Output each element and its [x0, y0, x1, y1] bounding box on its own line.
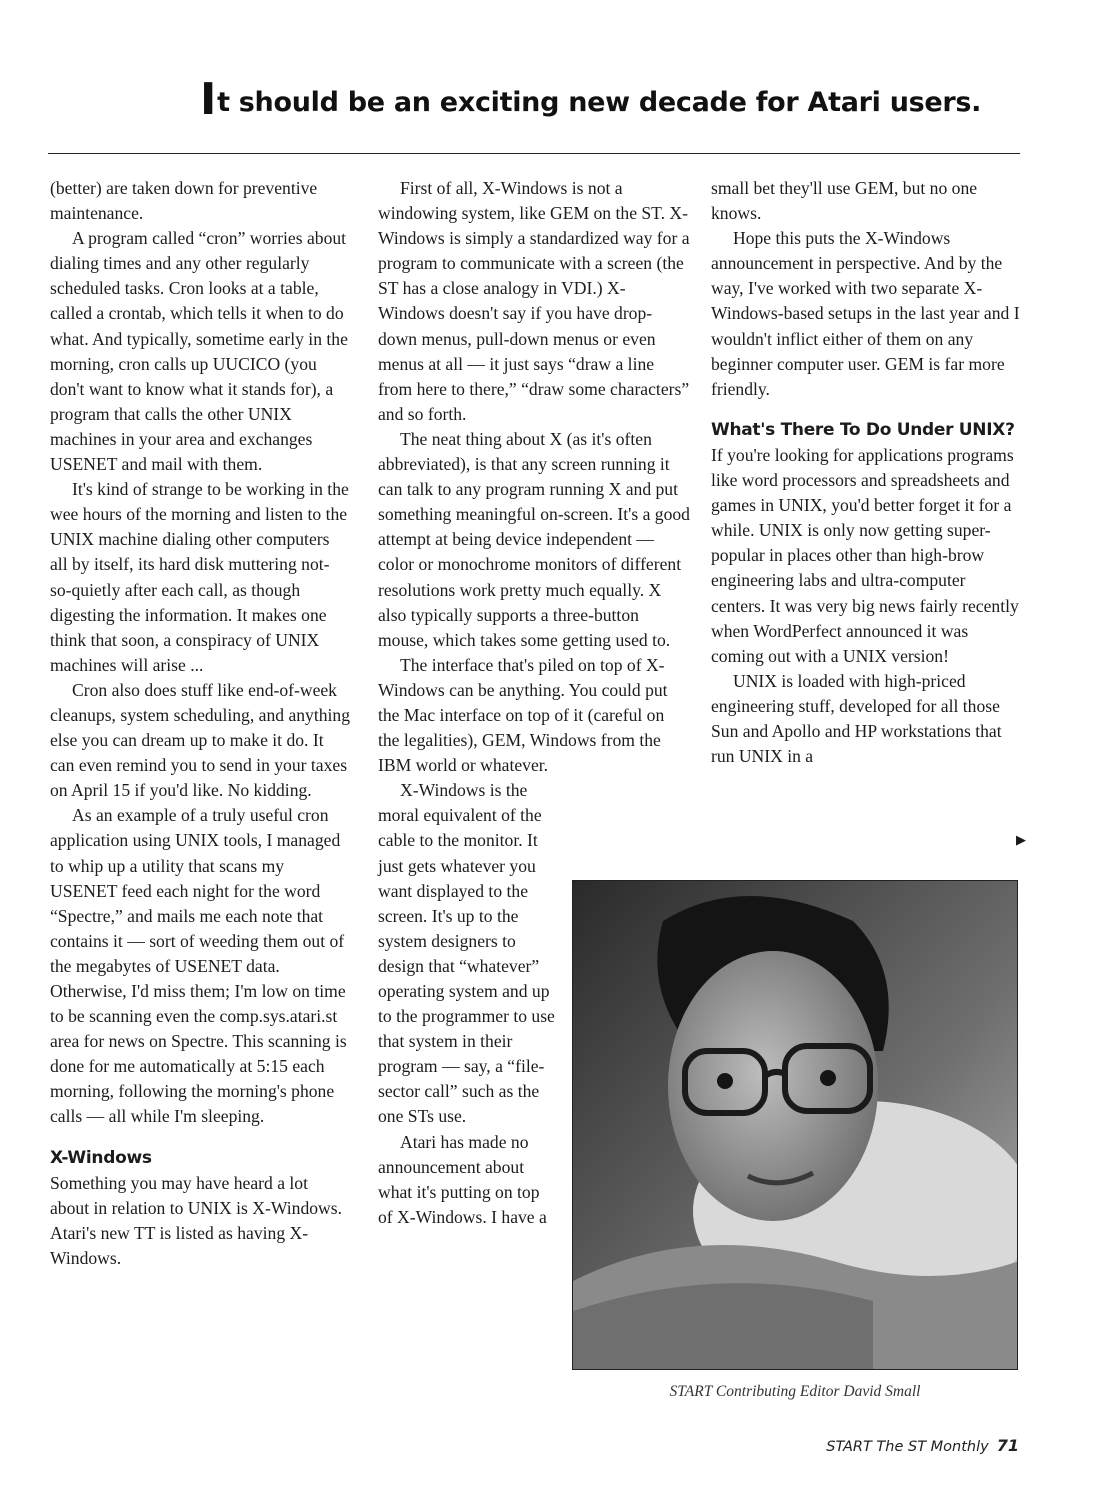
paragraph: Hope this puts the X-Windows announcement in perspective. And by the way, I've worked with two separate X-Windows-based setups in the last year and I wouldn't inflict either of them on any beginner computer user. GEM is far more friendly.	[711, 228, 1020, 399]
headline-text: t should be an exciting new decade for Atari users.	[217, 87, 982, 118]
paragraph: It's kind of strange to be working in the wee hours of the morning and listen to the UNIX machine dialing other computers all by itself, its hard disk muttering not-so-quietly after each call, as though digesting the information. It makes one think that soon, a conspiracy of UNIX machines will arise ...	[50, 479, 349, 675]
magazine-name: START The ST Monthly	[826, 1439, 989, 1455]
paragraph: X-Windows is the moral equivalent of the cable to the monitor. It just gets whatever you want displayed to the screen. It's up to the system designers to design that “whatever” operating system and up to the programmer to use that system in their program — say, a “file-sector call” such as the one STs use.	[378, 780, 555, 1127]
paragraph: (better) are taken down for preventive maintenance.	[50, 178, 318, 224]
paragraph: UNIX is loaded with high-priced engineering stuff, developed for all those Sun and Apollo and HP workstations that run UNIX in a	[711, 670, 1002, 767]
continue-arrow-icon: ▶	[1016, 833, 1026, 848]
paragraph: First of all, X-Windows is not a windowing system, like GEM on the ST. X-Windows is simply a standardized way for a program to communicate with a screen (the ST has a close analogy in VDI.) X-Windows doesn't say if you have drop-down menus, pull-down menus or even menus at all — it just says “draw a line from here to there,” “draw some characters” and so forth.	[378, 178, 690, 424]
paragraph: The neat thing about X (as it's often abbreviated), is that any screen running it can talk to any program running X and put something meaningful on-screen. It's a good attempt at being device independent — color or monochrome monitors of different resolutions work pretty much equally. X also typically supports a three-button mouse, which takes some getting used to.	[378, 428, 690, 650]
portrait-image	[573, 881, 1018, 1370]
paragraph: A program called “cron” worries about dialing times and any other regularly scheduled tasks. Cron looks at a table, called a crontab, which tells it when to do what. And typically, sometime early in the morning, cron calls up UUCICO (you don't want to know what it stands for), a program that calls the other UNIX machines in your area and exchanges USENET and mail with them.	[50, 228, 348, 475]
column-1	[50, 176, 350, 1271]
page-footer	[826, 1436, 1019, 1455]
headline-initial: I	[200, 74, 217, 125]
headline	[200, 74, 1000, 125]
paragraph: Atari has made no announcement about what it's putting on top of X-Windows. I have a	[378, 1131, 547, 1227]
paragraph: Something you may have heard a lot about in relation to UNIX is X-Windows. Atari's new TT is listed as having X-Windows.	[50, 1172, 342, 1268]
paragraph: small bet they'll use GEM, but no one knows.	[711, 178, 978, 224]
paragraph: Cron also does stuff like end-of-week cleanups, system scheduling, and anything else you can dream up to make it do. It can even remind you to send in your taxes on April 15 if you'd like. No kidding.	[50, 679, 351, 801]
paragraph: The interface that's piled on top of X-Windows can be anything. You could put the Mac interface on top of it (careful on the legalities), GEM, Windows from the IBM world or whatever.	[378, 654, 668, 776]
section-heading-x-windows: X-Windows	[50, 1147, 152, 1168]
paragraph: If you're looking for applications programs like word processors and spreadsheets and games in UNIX, you'd better forget it for a while. UNIX is only now getting super-popular in places other than high-brow engineering labs and ultra-computer centers. It was very big news fairly recently when WordPerfect announced it was coming out with a UNIX version!	[711, 444, 1019, 666]
paragraph: As an example of a truly useful cron application using UNIX tools, I managed to whip up a utility that scans my USENET feed each night for the word “Spectre,” and mails me each note that contains it — sort of weeding them out of the megabytes of USENET data. Otherwise, I'd miss them; I'm low on time to be scanning even the comp.sys.atari.st area for news on Spectre. This scanning is done for me automatically at 5:15 each morning, following the morning's phone calls — all while I'm sleeping.	[50, 805, 347, 1127]
author-photo	[572, 880, 1018, 1370]
column-3	[711, 176, 1023, 769]
page-number: 71	[996, 1436, 1019, 1455]
photo-caption: START Contributing Editor David Small	[669, 1383, 921, 1400]
headline-rule	[48, 153, 1020, 154]
section-heading-unix: What's There To Do Under UNIX?	[711, 419, 1015, 440]
